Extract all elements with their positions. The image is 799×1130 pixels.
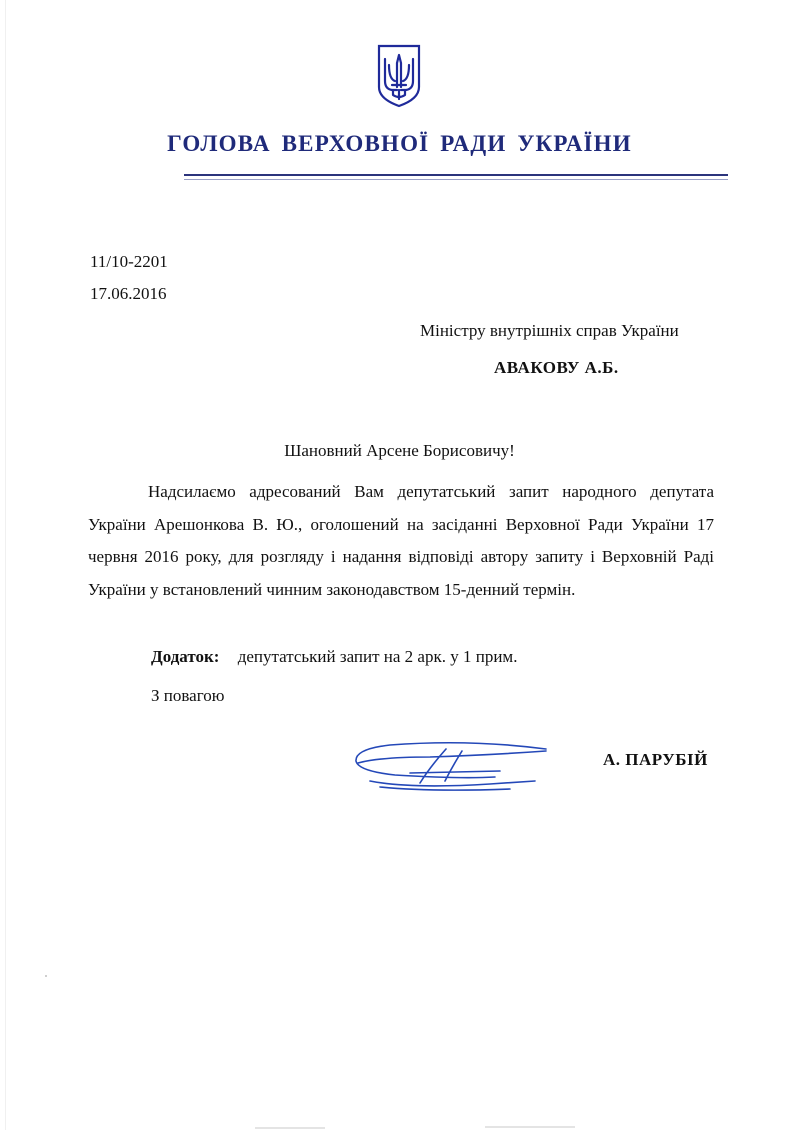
letterhead-rule-thin: [184, 179, 728, 180]
scan-artifact: [255, 1127, 325, 1129]
attachment-line: [151, 647, 517, 667]
recipient-position: Міністру внутрішніх справ України: [420, 321, 679, 340]
recipient-name: АВАКОВУ А.Б.: [494, 358, 619, 377]
attachment-text: депутатський запит на 2 арк. у 1 прим.: [237, 647, 518, 666]
scan-page-edge: [5, 0, 6, 1130]
reference-date: 17.06.2016: [90, 284, 167, 303]
signer-name: А. ПАРУБІЙ: [603, 750, 708, 769]
trident-coat-of-arms-icon: [376, 43, 422, 109]
letterhead-rule-thick: [184, 174, 728, 176]
closing: З повагою: [151, 686, 225, 705]
letterhead-title: ГОЛОВА ВЕРХОВНОЇ РАДИ УКРАЇНИ: [167, 131, 632, 156]
salutation: Шановний Арсене Борисовичу!: [284, 441, 515, 460]
scan-artifact: [45, 975, 47, 977]
reference-number: 11/10-2201: [90, 252, 168, 271]
scan-artifact: [485, 1126, 575, 1128]
body-paragraph: Надсилаємо адресований Вам депутатський запит народного депутата України Арешонкова В. Ю., оголошений на засіданні Верховної Ради України 17 червня 2016 року, для розгляду і надання відповіді автору запиту і Верховній Раді України у встановлений чинним законодавством 15-денний термін.: [88, 482, 714, 599]
handwritten-signature-icon: [350, 737, 550, 797]
attachment-label: Додаток:: [151, 647, 220, 666]
